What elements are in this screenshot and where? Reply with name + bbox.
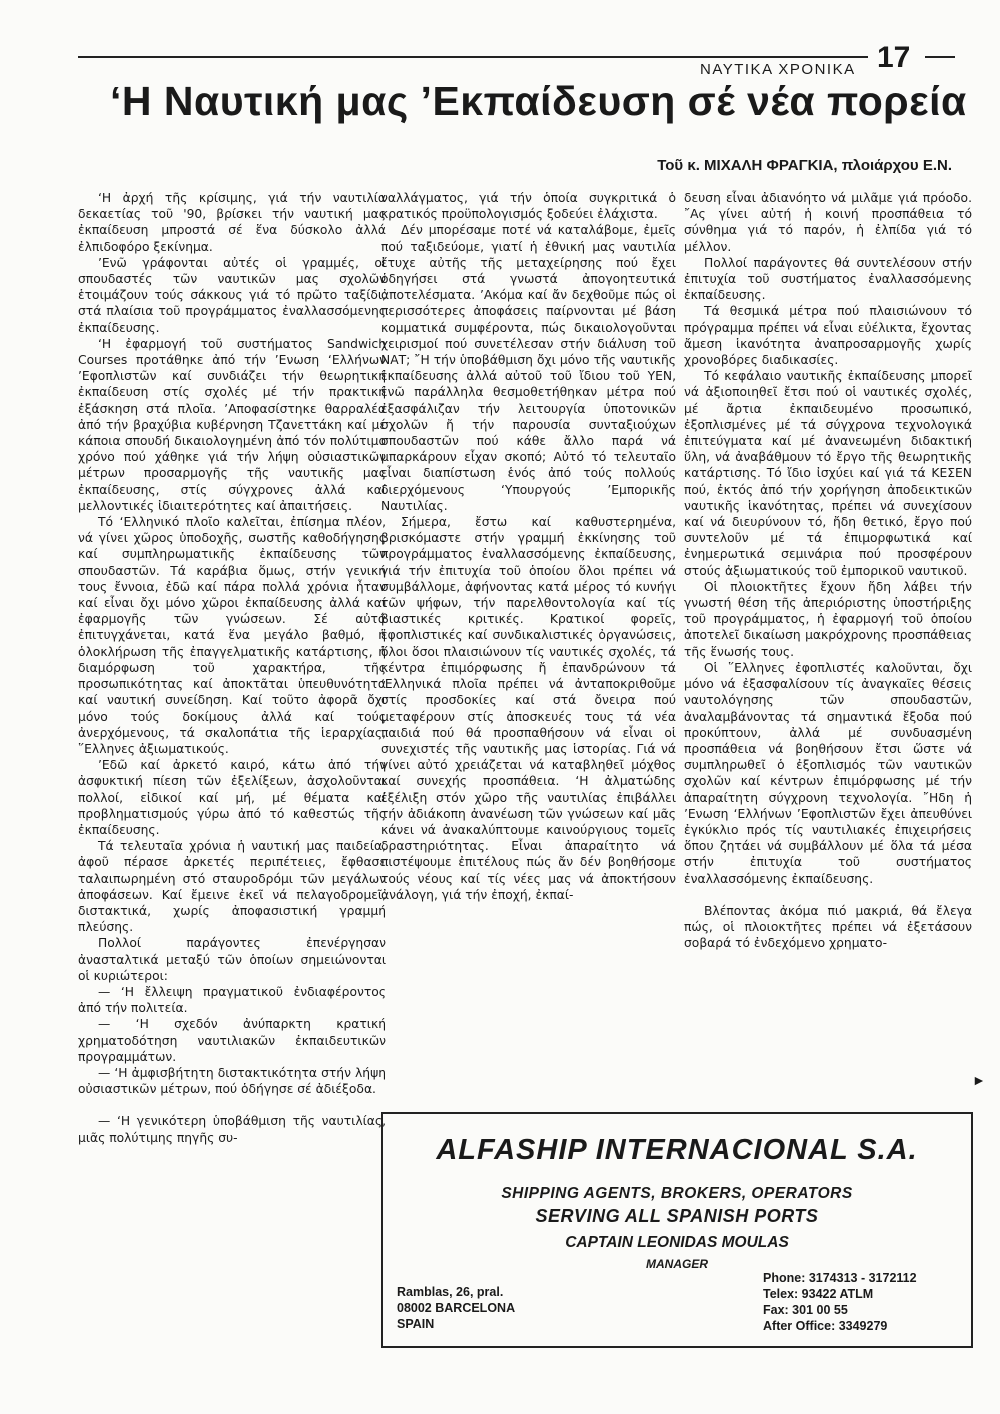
page-number: 17 xyxy=(877,41,911,74)
paragraph: Σήμερα, ἔστω καί καθυστερημένα, βρισκόμαστε στήν γραμμή ἐκκίνησης τοῦ προγράμματος ἐναλλασσόμενης ἐκπαίδευσης, γιά τήν ἐπιτυχία τοῦ ὁποίου ὅλοι πρέπει νά συμβάλλομε, ἀφήνοντας κατά μέρος τό κυνήγι τῶν ψήφων, τήν παρελθοντολογία καί τίς βιαστικές κριτικές. Κρατικοί φορεῖς, ἐφοπλιστικές καί συνδικαλιστικές ὀργανώσεις, ὅλοι ὅσοι πλαισιώνουν τίς ναυτικές σχολές, τά κέντρα ἐπιμόρφωσης ἤ ἐπανδρώνουν τά ‘Ελληνικά πλοῖα πρέπει νά ἀνταποκριθοῦμε στίς προσδοκίες καί στά ὄνειρα πού μεταφέρουν στίς ἀποσκευές τους τά νέα παιδιά πού θά προσπαθήσουν νά εἶναι οἱ συνεχιστές τῆς ναυτικῆς μας ἱστορίας. Γιά νά γίνει αὐτό χρειάζεται νά καταβληθεῖ μόχθος καί συνεχής προσπάθεια. ‘Η ἀλματώδης ἐξέλιξη στόν χῶρο τῆς ναυτιλίας ἐπιβάλλει τήν ἀδιάκοπη ἀνανέωση τῶν γνώσεων καί μᾶς κάνει νά ἀνακαλύπτουμε καινούργιους τομεῖς δραστηριότητας. Εἶναι ἀπαραίτητο νά πιστέψουμε ἐπιτέλους πώς ἄν δέν βοηθήσομε τούς νέους καί τίς νέες μας νά ἀποκτήσουν ἀνάλογη, γιά τήν ἐποχή, ἐκπαί- xyxy=(381,515,676,902)
advertisement-box xyxy=(381,1112,973,1348)
paragraph: Δέν μπορέσαμε ποτέ νά καταλάβομε, ἐμεῖς πού ταξιδεύομε, γιατί ἡ ἐθνική μας ναυτιλία ἔτυχε αὐτῆς τῆς μεταχείρησης πού ἔχει ὁδηγήσει στά γνωστά ἀπογοητευτικά ἀποτελέσματα. ’Ακόμα καί ἄν δεχθοῦμε πώς οἱ περισσότερες ἀποφάσεις παίρνονται μέ βάση κομματικά συμφέροντα, πώς δικαιολογοῦνται χειρισμοί πού συνετέλεσαν στήν διάλυση τοῦ ΝΑΤ; ῎Η τήν ὑποβάθμιση ὄχι μόνο τῆς ναυτικῆς ἐκπαίδευσης ἀλλά αὐτοῦ τοῦ ἴδιου τοῦ ΥΕΝ, ἐνῶ παράλληλα θεσμοθετήθηκαν μέτρα πού ἐξασφάλιζαν τήν λειτουργία ὑποτονικῶν σχολῶν ἤ τήν παρουσία συνταξιούχων σπουδαστῶν πού κάθε ἄλλο παρά νά μπαρκάρουν εἶχαν σκοπό; Αὐτό τό τελευταῖο εἶναι διαπίστωση ἑνός ἀπό τούς πολλούς διερχόμενους ‘Υπουργούς ’Εμπορικῆς Ναυτιλίας. xyxy=(381,223,676,513)
paragraph: Τά τελευταῖα χρόνια ἡ ναυτική μας παιδεία, ἀφοῦ πέρασε ἀρκετές περιπέτειες, ἔφθασε ταλαιπωρημένη στό σταυροδρόμι τῶν μεγάλων ἀποφάσεων. Καί ἔμεινε ἐκεῖ νά πελαγοδρομεῖ, διστακτικά, χωρίς ἀποφασιστική γραμμή πλεύσης. xyxy=(78,839,386,935)
paragraph: ‘Η ἐφαρμογή τοῦ συστήματος Sandwich Courses προτάθηκε ἀπό τήν ’Ενωση ‘Ελλήνων ’Εφοπλιστῶν καί συνδιάζει τήν θεωρητική ἐκπαίδευση στίς σχολές μέ τήν πρακτική ἐξάσκηση στά πλοῖα. ’Αποφασίστηκε θαρραλέα ἀπό τήν βραχύβια κυβέρνηση Τζανεττάκη καί μέ κάποια σπουδή δικαιολογημένη ἀπό τόν πολύτιμο χρόνο πού χάθηκε γιά τήν λήψη οὐσιαστικῶν μέτρων προσαρμογῆς τῆς ναυτικῆς μας ἐκπαίδευσης, στίς σύγχρονες ἀλλά καί μελλοντικές ἰδιαιτερότητες καί ἀπαιτήσεις. xyxy=(78,336,386,513)
article-column-3 xyxy=(684,190,972,1108)
list-item: — ‘Η σχεδόν ἀνύπαρκτη κρατική χρηματοδότηση ναυτιλιακῶν ἐκπαιδευτικῶν προγραμμάτων. xyxy=(78,1017,386,1064)
paragraph: δευση εἶναι ἀδιανόητο νά μιλᾶμε γιά πρόοδο. ῎Ας γίνει αὐτή ἡ κοινή προσπάθεια τό σύνθημα γιά τό παρόν, ἡ ἐλπίδα γιά τό μέλλον. xyxy=(684,191,972,254)
paragraph: ’Ενῶ γράφονται αὐτές οἱ γραμμές, οἱ σπουδαστές τῶν ναυτικῶν μας σχολῶν ἑτοιμάζουν τούς σάκκους γιά τό πρῶτο ταξίδι, στά πλαίσια τοῦ προγράμματος ἐναλλασσόμενης ἐκπαίδευσης. xyxy=(78,255,386,335)
ad-company-name: ALFASHIP INTERNACIONAL S.A. xyxy=(436,1134,918,1166)
paragraph: Οἱ ῞Ελληνες ἐφοπλιστές καλοῦνται, ὄχι μόνο νά ἐξασφαλίσουν τίς ἀναγκαῖες θέσεις ναυτολόγησης τῶν σπουδαστῶν, ἀναλαμβάνοντας τά σημαντικά ἔξοδα πού προκύπτουν, ἀλλά μέ συνδυασμένη προσπάθεια νά βοηθήσουν ἔτσι ὥστε νά συμπληρωθεῖ ὁ ἐξοπλισμός τῶν ναυτικῶν σχολῶν καί κέντρων ἐπιμόρφωσης μέ τήν ἀπαραίτητη σύγχρονη τεχνολογία. ῎Ηδη ἡ ’Ενωση ‘Ελλήνων ’Εφοπλιστῶν ἔχει ἀπευθύνει ἐγκύκλιο πρός τίς ναυτιλιακές ἐπιχειρήσεις ὅπου ζητάει νά συμβάλλουν μέ ὅλα τά μέσα στήν ἐπιτυχία τοῦ συστήματος ἐναλλασσόμενης ἐκπαίδευσης. xyxy=(684,660,972,886)
ad-contact-person: CAPTAIN LEONIDAS MOULAS xyxy=(565,1234,789,1251)
ad-telex: Telex: 93422 ATLM xyxy=(763,1287,874,1301)
paragraph: Τό κεφάλαιο ναυτικῆς ἐκπαίδευσης μπορεῖ νά ἀξιοποιηθεῖ ἔτσι πού οἱ ναυτικές σχολές, μέ ἄρτια ἐκπαιδευμένο προσωπικό, ἐξοπλισμένες μέ τά σύγχρονα τεχνολογικά ἐπιτεύγματα καί μέ ἀνανεωμένη διδακτική ὕλη, νά ἀναβάθμουν τό ἔργο τῆς θεωρητικῆς κατάρτισης. Τό ἴδιο ἰσχύει καί γιά τά ΚΕΣΕΝ πού, ἐκτός ἀπό τήν χορήγηση ἀποδεικτικῶν ναυτικῆς ἱκανότητας, πρέπει νά συνεχίσουν καί νά διευρύνουν τό, ἤδη θετικό, ἔργο πού συντελοῦν μέ τά ἐπιμορφωτικά καί ἐνημερωτικά σεμινάρια πού προσφέρουν στούς ἀξιωματικούς τοῦ ἐμπορικοῦ ναυτικοῦ. xyxy=(684,369,972,578)
paragraph: Τά θεσμικά μέτρα πού πλαισιώνουν τό πρόγραμμα πρέπει νά εἶναι εὐέλικτα, ἔχοντας ἄμεση ἱκανότητα ἀναπροσαρμογῆς χωρίς χρονοβόρες διαδικασίες. xyxy=(684,304,972,368)
ad-address-line: 08002 BARCELONA xyxy=(397,1301,516,1315)
list-item: — ‘Η γενικότερη ὑποβάθμιση τῆς ναυτιλίας, μιᾶς πολύτιμης πηγῆς συ- xyxy=(78,1114,386,1145)
paragraph: Οἱ πλοιοκτῆτες ἔχουν ἤδη λάβει τήν γνωστή θέση τῆς ἀπεριόριστης ὑποστήριξης τοῦ προγράμματος, ἡ ἐφαρμογή τοῦ ὁποίου ἀποτελεῖ δικαίωση μακρόχρονης προσπάθειας τῆς ἕνωσής τους. xyxy=(684,579,972,659)
paragraph: Πολλοί παράγοντες θά συντελέσουν στήν ἐπιτυχία τοῦ συστήματος ἐναλλασσόμενης ἐκπαίδευσης. xyxy=(684,255,972,303)
article-byline: Τοῦ κ. ΜΙΧΑΛΗ ΦΡΑΓΚΙΑ, πλοιάρχου Ε.Ν. xyxy=(657,157,952,174)
header-rule-left xyxy=(78,56,868,58)
article-column-2 xyxy=(381,190,676,1108)
ad-address-line: SPAIN xyxy=(397,1317,435,1331)
ad-address xyxy=(397,1284,515,1332)
ad-contacts xyxy=(763,1270,917,1334)
section-title: ΝΑΥΤΙΚΑ ΧΡΟΝΙΚΑ xyxy=(700,61,856,78)
article-headline: ‘Η Ναυτική μας ’Εκπαίδευση σέ νέα πορεία xyxy=(110,78,967,124)
ad-ports: SERVING ALL SPANISH PORTS xyxy=(535,1206,819,1226)
paragraph: Πολλοί παράγοντες ἐπενέργησαν ἀνασταλτικά μεταξύ τῶν ὁποίων σημειώνονται οἱ κυριώτεροι: xyxy=(78,936,386,983)
ad-contact-role: MANAGER xyxy=(646,1257,708,1271)
header-rule-right xyxy=(925,56,955,58)
list-item: — ‘Η ἀμφισβήτητη διστακτικότητα στήν λήψη οὐσιαστικῶν μέτρων, πού ὁδήγησε σέ ἀδιέξοδα. xyxy=(78,1065,386,1097)
ad-phone: Phone: 3174313 - 3172112 xyxy=(763,1271,917,1285)
continued-arrow-icon: ► xyxy=(972,1072,986,1088)
paragraph: ’Εδῶ καί ἀρκετό καιρό, κάτω ἀπό τήν ἀσφυκτική πίεση τῶν ἐξελίξεων, ἀσχολοῦνται πολλοί, εἰδικοί καί μή, μέ θέματα καί προβληματισμούς γύρω ἀπό τό καθεστώς τῆς ἐκπαίδευσης. xyxy=(78,758,386,837)
paragraph: ναλλάγματος, γιά τήν ὁποία συγκριτικά ὁ κρατικός προϋπολογισμός ξοδεύει ἐλάχιστα. xyxy=(381,191,676,222)
ad-services: SHIPPING AGENTS, BROKERS, OPERATORS xyxy=(501,1185,853,1202)
paragraph: Βλέποντας ἀκόμα πιό μακριά, θά ἔλεγα πώς, οἱ πλοιοκτῆτες πρέπει νά ἐξετάσουν σοβαρά τό ἐνδεχόμενο χρηματο- xyxy=(684,903,972,951)
list-item: — ‘Η ἔλλειψη πραγματικοῦ ἐνδιαφέροντος ἀπό τήν πολιτεία. xyxy=(78,984,386,1016)
ad-after-office: After Office: 3349279 xyxy=(763,1319,888,1333)
ad-address-line: Ramblas, 26, pral. xyxy=(397,1285,504,1299)
paragraph: ‘Η ἀρχή τῆς κρίσιμης, γιά τήν ναυτιλία δεκαετίας τοῦ '90, βρίσκει τήν ναυτική μας ἐκπαίδευση μπροστά σέ ἕνα δύσκολο ἀλλά ἐλπιδοφόρο ξεκίνημα. xyxy=(78,191,386,254)
paragraph: Τό ‘Ελληνικό πλοῖο καλεῖται, ἐπίσημα πλέον, νά γίνει χῶρος ὑποδοχῆς, σωστῆς καθοδήγησης καί συμπληρωματικῆς ἐκπαίδευσης τῶν σπουδαστῶν. Τά καράβια ὅμως, στήν γενική τους ἔννοια, ἐδῶ καί πάρα πολλά χρόνια ἦταν καί εἶναι ὄχι μόνο χῶροι ἐκπαίδευσης ἀλλά καί ἐφαρμογῆς τῶν γνώσεων. Σέ αὐτά ἐπιτυγχάνεται, κατά ἕνα μεγάλο βαθμό, ἡ ὁλοκλήρωση τῆς ἐπαγγελματικῆς κατάρτισης, ἡ διαμόρφωση τοῦ χαρακτήρα, τῆς προσωπικότητας καί ἀποκτᾶται ὑπευθυνότητα καί ναυτική συνείδηση. Καί τοῦτο ἀφορᾶ ὄχι μόνο τούς δοκίμους ἀλλά καί τούς ἀνερχόμενους, τά σκαλοπάτια τῆς ἱεραρχίας, ῞Ελληνες ἀξιωματικούς. xyxy=(78,515,386,756)
ad-fax: Fax: 301 00 55 xyxy=(763,1303,848,1317)
article-column-1 xyxy=(78,190,386,1345)
